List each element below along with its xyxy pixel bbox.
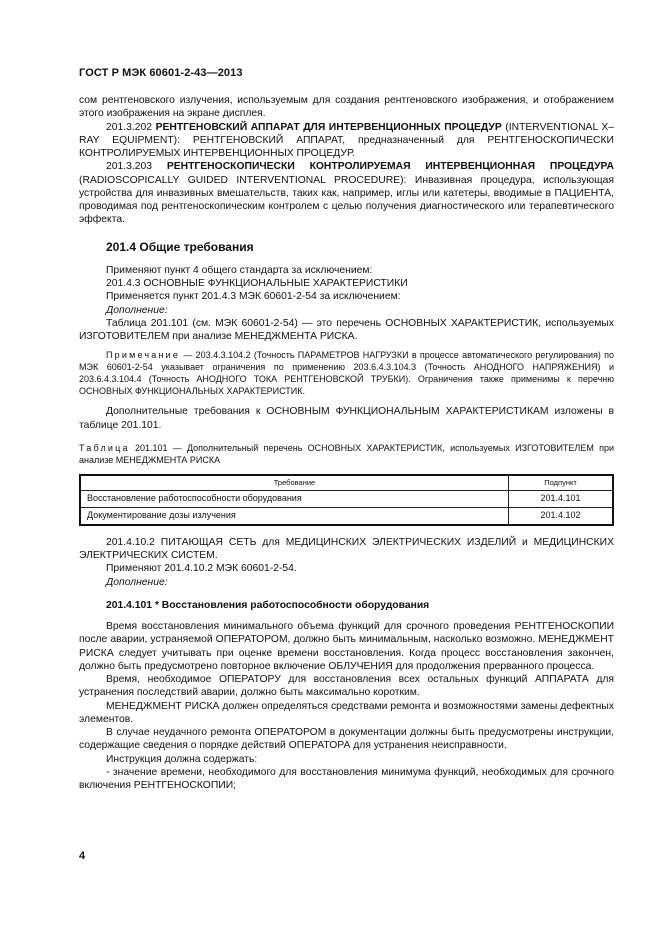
body-paragraph: Инструкция должна содержать: [106,753,258,765]
addition-label: Дополнение: [106,576,168,588]
table-caption [79,442,614,466]
table-caption-text: 201.101 — Дополнительный перечень ОСНОВНЫХ ХАРАКТЕРИСТИК, используемых ИЗГОТОВИТЕЛЕМ при анализе МЕНЕДЖМЕНТА РИСКА [79,442,614,465]
extra-requirements-paragraph: Дополнительные требования к ОСНОВНЫМ ФУНКЦИОНАЛЬНЫМ ХАРАКТЕРИСТИКАМ изложены в таблице 201.101. [79,406,614,431]
subclause-201-4-10-2: 201.4.10.2 ПИТАЮЩАЯ СЕТЬ для МЕДИЦИНСКИХ ЭЛЕКТРИЧЕСКИХ ИЗДЕЛИЙ и МЕДИЦИНСКИХ ЭЛЕКТРИЧЕСКИХ СИСТЕМ. [79,536,614,561]
definition-text: (INTERVENTIONAL X–RAY EQUIPMENT): РЕНТГЕНОВСКИЙ АППАРАТ, предназначенный для РЕНТГЕНОСКОПИЧЕСКИ КОНТРОЛИРУЕМЫХ ИНТЕРВЕНЦИОННЫХ ПРОЦЕДУР. [79,121,615,159]
note [79,349,614,397]
definition-term: РЕНТГЕНОСКОПИЧЕСКИ КОНТРОЛИРУЕМАЯ ИНТЕРВЕНЦИОННАЯ ПРОЦЕДУРА [166,161,614,173]
table-row [80,490,613,507]
section-line: Применяется пункт 201.4.3 МЭК 60601-2-54 за исключением: [106,291,401,303]
section-heading: 201.4 Общие требования [106,239,254,254]
body-paragraph: В случае неудачного ремонта ОПЕРАТОРОМ в документации должны быть предусмотрены инструкции, содержащие сведения о порядке действий ОПЕРАТОРА для устранения неисправности. [79,727,614,752]
table-cell: 201.4.101 [509,490,614,507]
continued-paragraph: сом рентгеновского излучения, используемым для создания рентгеновского изображения, и отображением этого изображения на экране дисплея. [79,95,614,120]
section-line: Применяют пункт 4 общего стандарта за исключением: [106,264,373,276]
requirements-table [79,474,614,526]
column-header-subclause: Подпункт [509,475,614,491]
section-line: 201.4.3 ОСНОВНЫЕ ФУНКЦИОНАЛЬНЫЕ ХАРАКТЕРИСТИКИ [106,278,408,289]
body-paragraph: МЕНЕДЖМЕНТ РИСКА должен определяться средствами ремонта и возможностями замены дефектных элементов. [79,700,614,725]
definition-term: РЕНТГЕНОВСКИЙ АППАРАТ ДЛЯ ИНТЕРВЕНЦИОННЫХ ПРОЦЕДУР [155,121,502,133]
table-header-row [80,475,613,491]
table-cell: Восстановление работоспособности оборудования [80,490,509,507]
table-cell: Документирование дозы излучения [80,507,509,525]
table-caption-label: Таблица [79,442,130,453]
definition-number: 201.3.203 [106,161,153,173]
table-row [80,507,613,525]
running-header: ГОСТ Р МЭК 60601-2-43—2013 [79,67,243,79]
definition-201-3-202 [79,121,614,161]
column-header-requirement: Требование [80,475,509,491]
subclause-apply-line: Применяют 201.4.10.2 МЭК 60601-2-54. [106,563,297,575]
definition-text: (RADIOSCOPICALLY GUIDED INTERVENTIONAL PROCEDURE): Инвазивная процедура, использующая устройства для инвазивных вмешательств, таких как, например, иглы или катетеры, вводимые в ПАЦИЕНТА, проводимая под рентгеноскопическим контролем с целью получения диагностического или терапевтического эффекта. [79,174,614,226]
definition-201-3-203 [79,160,614,226]
page-number: 4 [79,850,86,862]
definition-number: 201.3.202 [106,121,153,133]
body-paragraph: Время, необходимое ОПЕРАТОРУ для восстановления всех остальных функций АППАРАТА для устранения последствий аварии, должно быть максимально коротким. [79,674,614,699]
table-cell: 201.4.102 [509,507,614,525]
note-text: — 203.4.3.104.2 (Точность ПАРАМЕТРОВ НАГРУЗКИ в процессе автоматического регулирования) по МЭК 60601-2-54 указывает ограничения по применению 203.6.4.3.104.3 (Точность АНОДНОГО НАПРЯЖЕНИЯ) и 203.6.4.3.104.4 (Точность АНОДНОГО ТОКА РЕНТГЕНОВСКОЙ ТРУБКИ). Ограничения также применимы к перечню ОСНОВНЫХ ФУНКЦИОНАЛЬНЫХ ХАРАКТЕРИСТИК. [79,350,614,397]
note-label: Примечание [106,350,181,361]
table-reference-paragraph: Таблица 201.101 (см. МЭК 60601-2-54) — это перечень ОСНОВНЫХ ХАРАКТЕРИСТИК, используемых ИЗГОТОВИТЕЛЕМ при анализе МЕНЕДЖМЕНТА РИСКА. [79,317,614,342]
list-item: - значение времени, необходимого для восстановления минимума функций, необходимых для срочного включения РЕНТГЕНОСКОПИИ; [79,766,614,791]
page-body [79,94,614,792]
addition-label: Дополнение: [106,304,168,316]
body-paragraph: Время восстановления минимального объема функций для срочного проведения РЕНТГЕНОСКОПИИ после аварии, устраняемой ОПЕРАТОРОМ, должно быть минимальным, насколько возможно. МЕНЕДЖМЕНТ РИСКА следует учитывать при оценке времени восстановления. Когда процесс восстановления закончен, должно быть предусмотрено повторное включение ОБЛУЧЕНИЯ для продолжения прерванного процесса. [79,621,614,672]
subclause-heading: 201.4.101 * Восстановления работоспособности оборудования [106,599,430,611]
